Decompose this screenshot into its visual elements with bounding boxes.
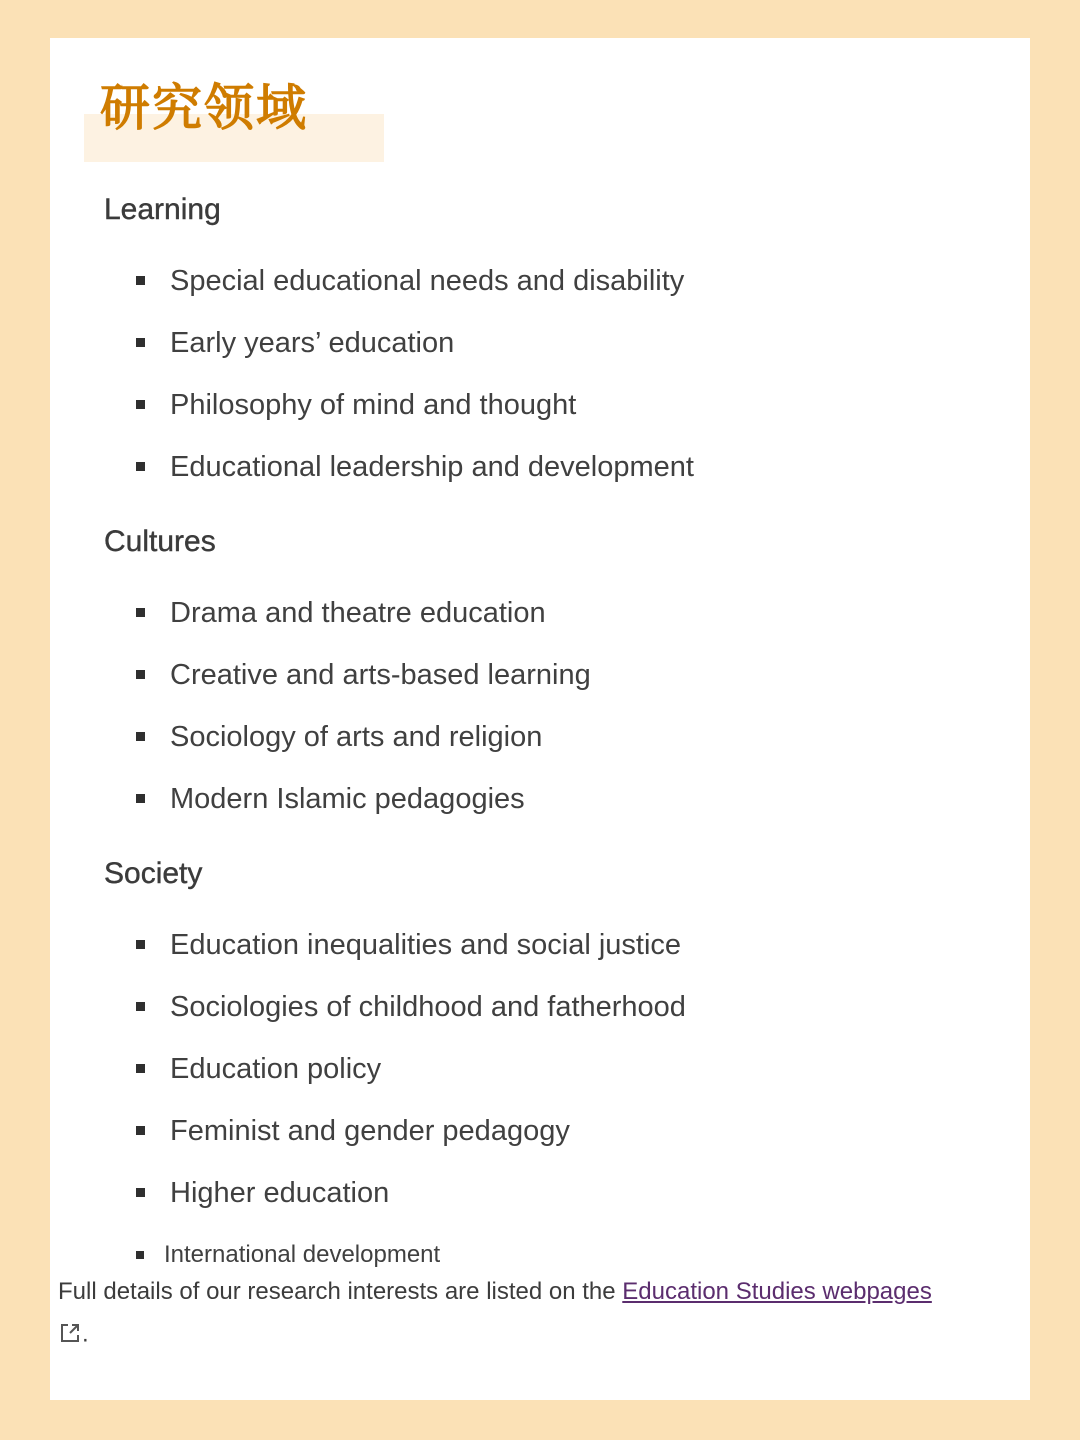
list-item (104, 1100, 1004, 1162)
bullet-icon (136, 400, 145, 409)
list-item (104, 436, 1004, 498)
list-item-label: Education inequalities and social justice (170, 929, 682, 961)
list-item-label: Sociology of arts and religion (170, 721, 543, 753)
bullet-icon (136, 1126, 145, 1135)
bullet-icon (136, 1188, 145, 1197)
education-studies-link[interactable]: Education Studies webpages (622, 1278, 932, 1305)
list-item (104, 1162, 1004, 1224)
content-card (50, 38, 1030, 1400)
footer-period: . (82, 1320, 89, 1348)
list-item-label: Sociologies of childhood and fatherhood (170, 991, 686, 1023)
section-heading: Learning (104, 193, 221, 226)
list-item-label: Early years’ education (170, 327, 455, 359)
bullet-icon (136, 1064, 145, 1073)
bullet-icon (136, 462, 145, 471)
list-item (104, 914, 1004, 976)
title-block (84, 78, 384, 160)
list-item-label: Philosophy of mind and thought (170, 389, 577, 421)
list-item (104, 976, 1004, 1038)
list-item-label: Feminist and gender pedagogy (170, 1115, 570, 1147)
list-item-label: Higher education (170, 1177, 390, 1209)
section-cultures (104, 520, 1004, 830)
list-item (104, 644, 1004, 706)
list-item (104, 706, 1004, 768)
section-learning (104, 188, 1004, 498)
list-item (104, 374, 1004, 436)
bullet-icon (136, 608, 145, 617)
footer-note (58, 1272, 978, 1358)
footer-text: Full details of our research interests are listed on the (58, 1278, 623, 1305)
bullet-icon (136, 1251, 144, 1259)
list-item (104, 312, 1004, 374)
list-item (104, 768, 1004, 830)
page-title: 研究领域 (100, 79, 308, 137)
section-society (104, 852, 1004, 1286)
list-item (104, 1038, 1004, 1100)
list-item-label: International development (164, 1241, 441, 1268)
list-item-label: Special educational needs and disability (170, 265, 685, 297)
research-areas (104, 188, 1004, 1286)
section-list (104, 250, 1004, 498)
section-heading: Society (104, 857, 203, 890)
list-item-label: Education policy (170, 1053, 382, 1085)
bullet-icon (136, 670, 145, 679)
bullet-icon (136, 276, 145, 285)
list-item-label: Creative and arts-based learning (170, 659, 591, 691)
list-item-label: Educational leadership and development (170, 451, 694, 483)
bullet-icon (136, 338, 145, 347)
list-item (104, 582, 1004, 644)
section-list (104, 914, 1004, 1286)
list-item (104, 250, 1004, 312)
external-link-icon[interactable] (58, 1318, 82, 1358)
bullet-icon (136, 732, 145, 741)
bullet-icon (136, 940, 145, 949)
list-item-label: Modern Islamic pedagogies (170, 783, 525, 815)
bullet-icon (136, 1002, 145, 1011)
bullet-icon (136, 794, 145, 803)
section-heading: Cultures (104, 525, 216, 558)
section-list (104, 582, 1004, 830)
list-item-label: Drama and theatre education (170, 597, 546, 629)
